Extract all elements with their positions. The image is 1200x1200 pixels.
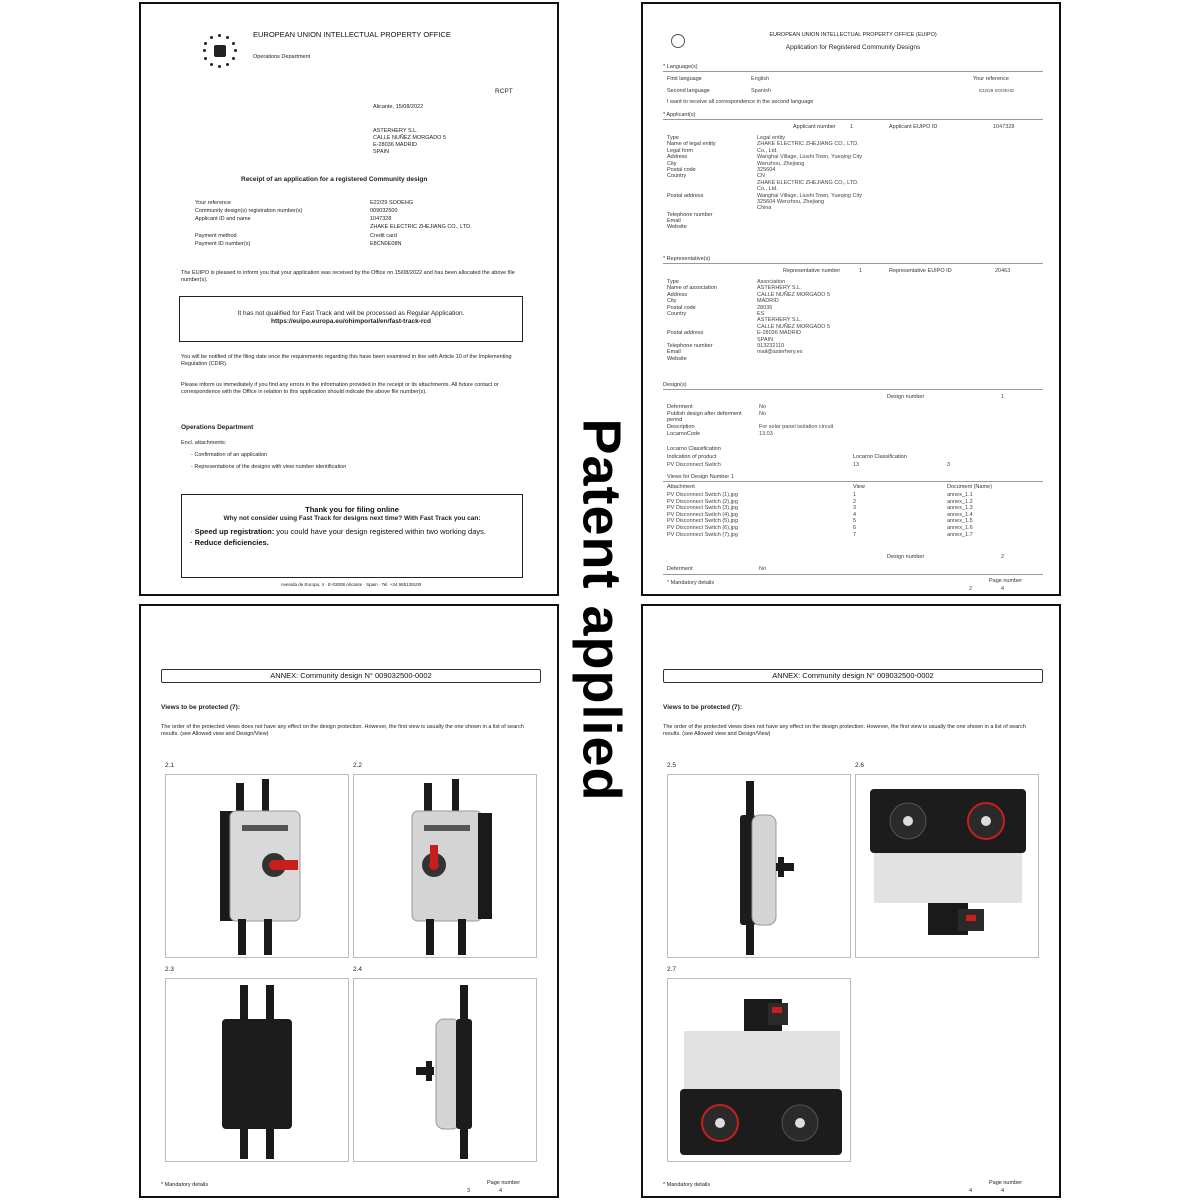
address-line: SPAIN	[373, 148, 390, 155]
field-label: Your reference	[195, 200, 231, 206]
address-line: CALLE NUÑEZ MORGADO 5	[373, 134, 447, 141]
figure-2-7-top-view	[667, 978, 851, 1162]
figure-label: 2.6	[855, 762, 865, 769]
figure-label: 2.2	[353, 762, 363, 769]
ref-code: RCPT	[495, 88, 513, 95]
figure-label: 2.1	[165, 762, 175, 769]
representatives-heading: * Representative(s)	[663, 256, 711, 262]
second-language-label: Second language	[667, 88, 710, 94]
rep-euipo: 20463	[995, 268, 1011, 274]
form-row: Email mail@asterhery.es	[667, 349, 803, 356]
form-row: Postal code 28036	[667, 304, 773, 311]
pv-switch-side-icon	[354, 979, 538, 1163]
pv-switch-angle-icon	[354, 775, 538, 959]
table-row: PV Disconnect Switch (4).jpg 4 annex_1.4	[667, 511, 973, 518]
rep-rows	[667, 279, 1043, 362]
indication-label: Indication of product	[667, 454, 717, 460]
design-number-label-2: Design number	[887, 554, 925, 560]
form-row: Co., Ltd.	[757, 186, 778, 193]
views-title: Views to be protected (7):	[663, 704, 742, 711]
your-ref: E22/29 SOOEHG	[979, 88, 1015, 93]
patent-applied-banner	[572, 400, 632, 820]
form-row: Telephone number	[667, 211, 713, 218]
table-row: PV Disconnect Switch (3).jpg 3 annex_1.3	[667, 505, 973, 512]
form-row: City Wenzhou, Zhejiang	[667, 160, 805, 167]
figure-2-2-angled-view	[353, 774, 537, 958]
receipt-heading: Receipt of an application for a registered Community design	[241, 176, 428, 183]
thanks-bullet: · Speed up registration: you could have your design registered within two working days.	[190, 527, 486, 537]
thanks-title: Thank you for filing online	[305, 505, 399, 514]
figure-2-5-side-view	[667, 774, 851, 958]
enc-label: Encl. attachments:	[181, 440, 227, 446]
design-number: 1	[1001, 394, 1005, 400]
view-header-view: View	[853, 484, 865, 490]
figure-2-4-side-view	[353, 978, 537, 1162]
pv-switch-back-icon	[166, 979, 350, 1163]
product-class: 13	[853, 462, 860, 468]
address-line: E-28036 MADRID	[373, 141, 418, 148]
pv-switch-side-alt-icon	[668, 775, 852, 959]
product-sub: 3	[947, 462, 951, 468]
form-row: Country CN	[667, 173, 765, 180]
languages-heading: * Language(s)	[663, 64, 698, 70]
form-row: Address CALLE NUÑEZ MORGADO 5	[667, 291, 831, 298]
field-label: Applicant ID and name	[195, 216, 251, 222]
form-row: Postal code 325604	[667, 166, 776, 173]
view-header-name: Document (Name)	[947, 484, 992, 490]
form-row: Postal address Wanghai Village, Liushi Town, Yueqing City	[667, 192, 862, 199]
eu-stars-logo-icon	[203, 34, 237, 68]
page-current: 4	[969, 1188, 973, 1194]
form-row: Country ES	[667, 310, 765, 317]
notify-text: You will be notified of the filing date once the requirements regarding this have been examined in line with Article 10 of the Implementing Regulation (CDIR).	[181, 354, 512, 367]
form-row: Telephone number 913232110	[667, 342, 785, 349]
locarno-label: Locarno Classification	[667, 446, 721, 452]
views-note: The order of the protected views does not have any effect on the design protection. However, the first view is usually the one shown in a list of search results. (see Allowed view and Design/View)	[663, 724, 1026, 737]
rep-number-label: Representative number	[783, 268, 841, 274]
locarno-class-label: Locarno Classification	[853, 454, 907, 460]
form-row: Publish design after deferment period No	[667, 411, 767, 423]
form-row: Website	[667, 224, 687, 231]
product-name: PV Disconnect Switch	[667, 462, 721, 468]
department-name: Operations Department	[253, 54, 311, 60]
fast-track-text: It has not qualified for Fast Track and will be processed as Regular Application.	[237, 310, 465, 317]
field-label: Payment method	[195, 233, 237, 239]
page-current: 3	[467, 1188, 471, 1194]
thanks-question: Why not consider using Fast Track for designs next time? With Fast Track you can:	[223, 514, 481, 522]
field-value: 009032500	[370, 208, 398, 214]
form-row: Description For solar panel isolation circuit	[667, 424, 834, 430]
page-number-label: Page number	[487, 1180, 521, 1186]
page-total: 4	[1001, 1188, 1005, 1194]
application-page	[641, 2, 1061, 596]
office-name: EUROPEAN UNION INTELLECTUAL PROPERTY OFFICE	[253, 30, 451, 39]
figure-2-1-front-view	[165, 774, 349, 958]
receipt-page	[139, 2, 559, 596]
form-row: Deferment No	[667, 404, 767, 410]
app-title: Application for Registered Community Designs	[785, 44, 921, 51]
figure-2-3-back-view	[165, 978, 349, 1162]
rep-euipo-label: Representative EUIPO ID	[889, 268, 952, 274]
figure-2-6-bottom-view	[855, 774, 1039, 958]
enc-item: - Representations of the designs with view number identification	[191, 463, 347, 470]
design-rows	[667, 404, 1043, 438]
pv-switch-top-icon	[668, 979, 852, 1163]
form-row: ZHAKE ELECTRIC ZHEJIANG CO., LTD.	[757, 179, 859, 186]
form-row: Email	[667, 218, 681, 225]
enclosures	[181, 440, 346, 471]
field-value: E8CN0E08N	[370, 241, 402, 247]
page-current: 2	[969, 586, 973, 592]
form-row: CALLE NUÑEZ MORGADO 5	[757, 323, 831, 330]
mandatory-note: * Mandatory details	[667, 580, 715, 586]
view-header-attachment: Attachment	[667, 484, 695, 490]
field-value: E22/29 SOOEHG	[370, 200, 414, 206]
applicant-euipo-label: Applicant EUIPO ID	[889, 124, 938, 130]
form-row: City MADRID	[667, 298, 779, 305]
annex-header: ANNEX: Community design N° 009032500-0002	[161, 669, 541, 683]
your-ref-label: Your reference	[973, 76, 1009, 82]
form-row: China	[757, 205, 772, 212]
applicant-rows	[667, 135, 1043, 231]
thanks-bullet: · Reduce deficiencies.	[190, 537, 269, 547]
annex-header: ANNEX: Community design N° 009032500-0002	[663, 669, 1043, 683]
table-row: PV Disconnect Switch (5).jpg 5 annex_1.5	[667, 518, 973, 525]
recipient-address	[373, 128, 446, 156]
page-number-label: Page number	[989, 1180, 1023, 1186]
fast-track-box	[179, 296, 523, 342]
signoff: Operations Department	[181, 424, 254, 431]
table-row: PV Disconnect Switch (2).jpg 2 annex_1.2	[667, 498, 973, 505]
deferment2-label: Deferment	[667, 566, 693, 572]
pv-switch-bottom-icon	[856, 775, 1040, 959]
fast-track-link[interactable]: https://euipo.europa.eu/ohimportal/en/fast-track-rcd	[271, 318, 431, 326]
annex-left-page	[139, 604, 559, 1198]
form-row: LocarnoCode 13.03	[667, 431, 773, 437]
banner-text: Patent applied	[572, 418, 632, 802]
field-value: Credit card	[370, 233, 397, 239]
form-row: Type Legal entity	[667, 135, 786, 141]
form-row: Postal address E-28036 MADRID	[667, 330, 802, 337]
receipt-footer: Avenida de Europa, 4 · E-03008 Alicante · Spain · Tel. +34 965139100	[280, 582, 422, 587]
form-row: Website	[667, 355, 687, 362]
views-title: Views to be protected (7):	[161, 704, 240, 711]
pv-switch-front-icon	[166, 775, 350, 959]
design-number-2: 2	[1001, 554, 1005, 560]
form-row: Name of legal entity ZHAKE ELECTRIC ZHEJIANG CO., LTD.	[667, 141, 859, 148]
view-rows	[667, 492, 1043, 538]
receipt-fields	[195, 200, 525, 249]
views-label: Views for Design Number 1	[667, 474, 734, 480]
designs-heading: Design(s)	[663, 382, 687, 388]
thanks-box	[181, 494, 523, 578]
applicant-number-label: Applicant number	[793, 124, 836, 130]
field-value: 1047328	[370, 216, 392, 222]
field-label: Community design(s) registration number(s)	[195, 208, 303, 214]
receipt-date: Alicante, 15/08/2022	[373, 104, 424, 110]
page-total: 4	[499, 1188, 503, 1194]
figure-label: 2.3	[165, 966, 175, 973]
page-total: 4	[1001, 586, 1005, 592]
field-label: Payment ID number(s)	[195, 241, 251, 247]
figure-label: 2.5	[667, 762, 677, 769]
field-value: ZHAKE ELECTRIC ZHEJIANG CO., LTD.	[370, 224, 472, 230]
app-office: EUROPEAN UNION INTELLECTUAL PROPERTY OFFICE (EUIPO)	[769, 32, 937, 38]
deferment2-value: No	[759, 566, 767, 572]
form-row: ASTERHERY S.L.	[757, 317, 802, 324]
first-language: English	[751, 76, 770, 82]
second-language: Spanish	[751, 88, 771, 94]
table-row: PV Disconnect Switch (1).jpg 1 annex_1.1	[667, 492, 973, 498]
mandatory-note: * Mandatory details	[161, 1182, 209, 1188]
applicant-euipo: 1047328	[993, 124, 1015, 130]
table-row: PV Disconnect Switch (7).jpg 7 annex_1.7	[667, 531, 973, 538]
field-label	[195, 224, 370, 233]
form-row: 325604 Wenzhou, Zhejiang	[757, 198, 825, 205]
receipt-notice: The EUIPO is pleased to inform you that your application was received by the Office on 15/08/2022 and has been allocated the above file number(s).	[181, 270, 515, 283]
rep-number: 1	[859, 268, 863, 274]
address-line: ASTERHERY S.L.	[373, 128, 418, 134]
first-language-label: First language	[667, 76, 702, 82]
form-row: SPAIN	[757, 336, 774, 343]
form-row: Legal form Co., Ltd.	[667, 147, 778, 154]
form-row: Address Wanghai Village, Liushi Town, Yueqing City	[667, 154, 862, 161]
enc-item: - Confirmation of an application	[191, 451, 268, 458]
mandatory-note: * Mandatory details	[663, 1182, 711, 1188]
views-note: The order of the protected views does not have any effect on the design protection. However, the first view is usually the one shown in a list of search results. (see Allowed view and Design/View)	[161, 724, 524, 737]
applicants-heading: * Applicant(s)	[663, 112, 696, 118]
accept-text: I want to receive all correspondence in the second language	[667, 99, 814, 105]
contact-text: Please inform us immediately if you find any errors in the information provided in the receipt or its attachments. All future contact or correspondence with the Office in relation to this application should indicate the above file number(s).	[181, 382, 499, 395]
figure-label: 2.7	[667, 966, 677, 973]
figure-label: 2.4	[353, 966, 363, 973]
applicant-number: 1	[850, 124, 854, 130]
table-row: PV Disconnect Switch (6).jpg 6 annex_1.6	[667, 524, 973, 531]
annex-right-page	[641, 604, 1061, 1198]
form-row: Type Association	[667, 279, 786, 285]
design-number-label: Design number	[887, 394, 925, 400]
page-number-label: Page number	[989, 578, 1023, 584]
form-row: Name of association ASTERHERY S.L.	[667, 285, 802, 292]
